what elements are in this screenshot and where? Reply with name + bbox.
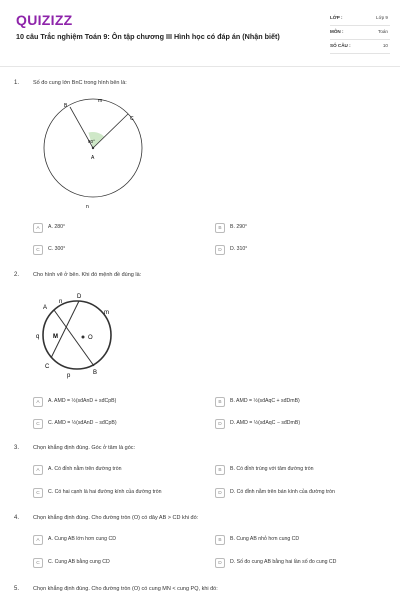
option-letter-box: C bbox=[33, 558, 43, 568]
figure-label-b: B bbox=[64, 103, 68, 109]
option-text: A. Có đỉnh nằm trên đường tròn bbox=[48, 466, 122, 472]
question-2-figure bbox=[33, 288, 128, 383]
option-letter-box: A bbox=[33, 535, 43, 545]
question-1-figure bbox=[35, 90, 155, 210]
option-letter-box: D bbox=[215, 419, 225, 429]
option-letter-box: B bbox=[215, 223, 225, 233]
option-text: A. 280° bbox=[48, 224, 66, 230]
meta-value: Toán bbox=[378, 29, 388, 34]
question-number: 5. bbox=[14, 586, 20, 592]
meta-row-grade bbox=[330, 12, 390, 26]
question-text: Chọn khẳng định đúng. Cho đường tròn (O) có cung MN < cung PQ, khi đó: bbox=[33, 586, 218, 592]
question-number: 2. bbox=[14, 272, 20, 278]
quizizz-logo[interactable]: QUIZIZZ bbox=[16, 12, 73, 28]
meta-label: MÔN : bbox=[330, 29, 344, 34]
meta-row-question-count bbox=[330, 40, 390, 54]
question-text: Số đo cung lớn BnC trong hình bên là: bbox=[33, 80, 127, 86]
option-text: B. Có đỉnh trùng với tâm đường tròn bbox=[230, 466, 314, 472]
figure-label-n: n bbox=[86, 204, 89, 210]
option-letter-box: C bbox=[33, 245, 43, 255]
worksheet-title: 10 câu Trắc nghiệm Toán 9: Ôn tập chương III Hình học có đáp án (Nhận biết) bbox=[16, 32, 280, 41]
meta-label: LỚP : bbox=[330, 15, 343, 20]
option-text: B. Cung AB nhỏ hơn cung CD bbox=[230, 536, 300, 542]
meta-label: SỐ CÂU : bbox=[330, 43, 351, 48]
figure-label-m: m bbox=[104, 310, 109, 316]
option-letter-box: B bbox=[215, 465, 225, 475]
question-number: 3. bbox=[14, 445, 20, 451]
option-text: D. 310° bbox=[230, 246, 248, 252]
figure-label-a: A bbox=[91, 155, 95, 161]
header-divider bbox=[0, 66, 400, 67]
option-text: C. Có hai cạnh là hai đường kính của đường tròn bbox=[48, 489, 162, 495]
option-letter-box: B bbox=[215, 397, 225, 407]
option-text: A. AMD = ½(sđAnD + sđCpB) bbox=[48, 398, 117, 404]
question-text: Chọn khẳng định đúng. Góc ở tâm là góc: bbox=[33, 445, 136, 451]
option-text: C. AMD = ½(sđAnD − sđCpB) bbox=[48, 420, 117, 426]
option-letter-box: D bbox=[215, 558, 225, 568]
worksheet-meta bbox=[330, 12, 390, 54]
option-text: A. Cung AB lớn hơn cung CD bbox=[48, 536, 116, 542]
meta-row-subject bbox=[330, 26, 390, 40]
figure-label-o: O bbox=[88, 335, 93, 341]
figure-label-q: q bbox=[36, 334, 40, 340]
option-letter-box: C bbox=[33, 419, 43, 429]
figure-label-m-point: M bbox=[53, 334, 58, 340]
option-text: B. AMD = ½(sđAqC + sđDmB) bbox=[230, 398, 300, 404]
figure-label-a: A bbox=[43, 305, 48, 311]
figure-label-c: C bbox=[45, 364, 50, 370]
meta-value: Lớp 9 bbox=[376, 15, 388, 20]
meta-value: 10 bbox=[382, 43, 388, 48]
option-letter-box: A bbox=[33, 397, 43, 407]
option-text: D. Có đỉnh nằm trên bán kính của đường tròn bbox=[230, 489, 335, 495]
option-letter-box: B bbox=[215, 535, 225, 545]
option-letter-box: A bbox=[33, 465, 43, 475]
option-text: D. Số đo cung AB bằng hai lần số đo cung CD bbox=[230, 559, 337, 565]
figure-angle-label: 80° bbox=[88, 139, 95, 144]
option-text: B. 290° bbox=[230, 224, 248, 230]
option-letter-box: C bbox=[33, 488, 43, 498]
question-number: 1. bbox=[14, 80, 20, 86]
figure-label-b: B bbox=[93, 370, 98, 376]
figure-label-c: C bbox=[130, 116, 134, 122]
question-text: Chọn khẳng định đúng. Cho đường tròn (O) có dây AB > CD khi đó: bbox=[33, 515, 199, 521]
question-number: 4. bbox=[14, 515, 20, 521]
option-text: C. 300° bbox=[48, 246, 66, 252]
figure-label-n: n bbox=[59, 299, 63, 305]
option-letter-box: D bbox=[215, 488, 225, 498]
worksheet-header bbox=[0, 0, 400, 62]
option-text: C. Cung AB bằng cung CD bbox=[48, 559, 110, 565]
option-text: D. AMD = ½(sđAqC − sđDmB) bbox=[230, 420, 301, 426]
figure-label-d: D bbox=[77, 294, 82, 300]
figure-label-p: p bbox=[67, 373, 71, 379]
option-letter-box: D bbox=[215, 245, 225, 255]
figure-label-m: m bbox=[98, 98, 103, 104]
option-letter-box: A bbox=[33, 223, 43, 233]
question-text: Cho hình vẽ ở bên. Khi đó mệnh đề đúng là: bbox=[33, 272, 142, 278]
